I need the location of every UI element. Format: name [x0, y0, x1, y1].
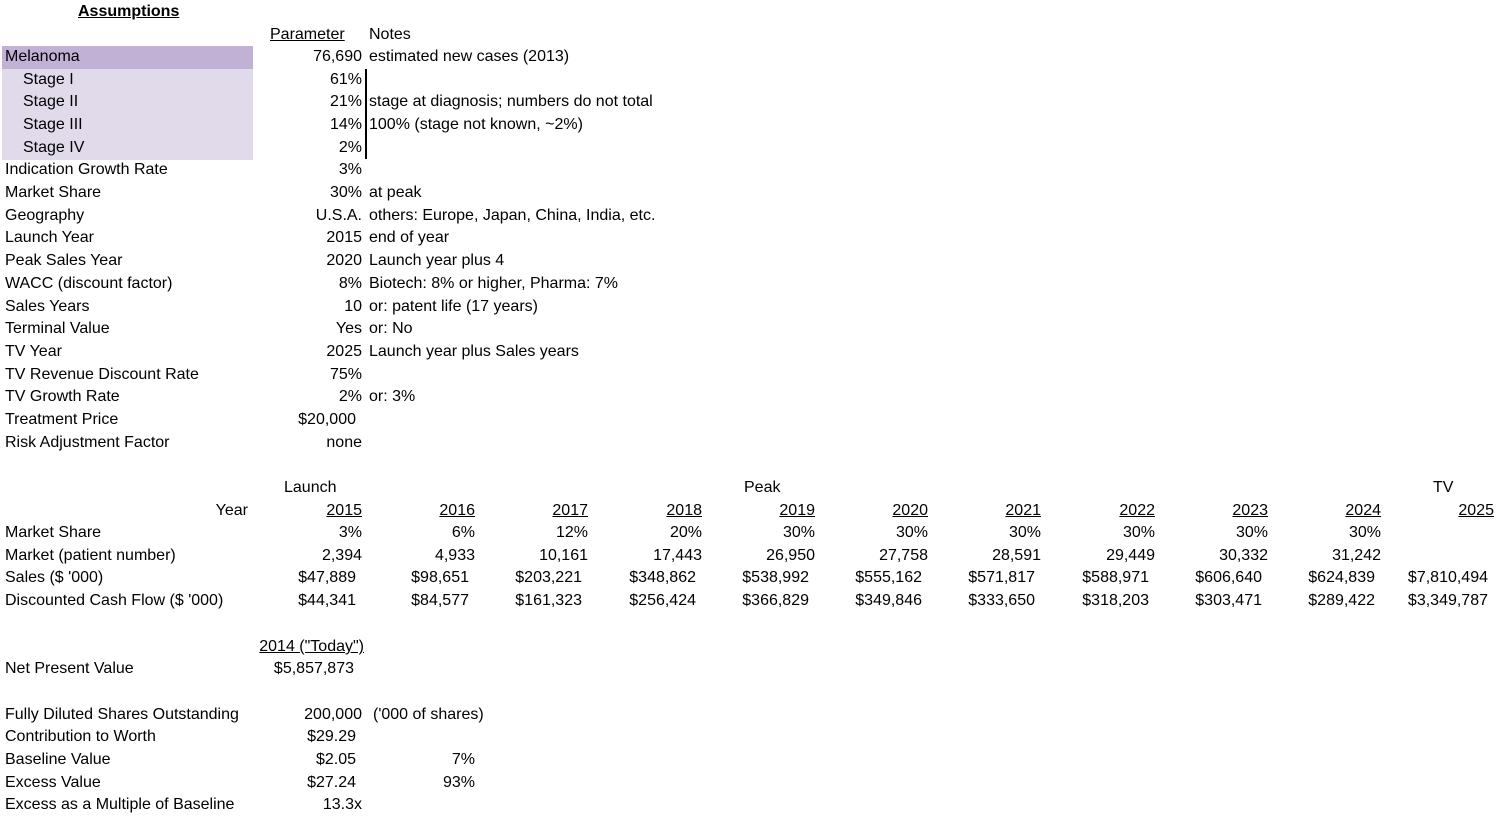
forecast-cell: 30% — [895, 524, 928, 541]
assumption-value: 2025 — [326, 343, 362, 360]
forecast-cell: 30% — [1008, 524, 1041, 541]
assumption-value: 21% — [329, 93, 362, 110]
assumption-note: at peak — [369, 184, 422, 201]
forecast-cell: $588,971 — [1082, 569, 1149, 586]
assumption-value: 14% — [329, 116, 362, 133]
assumption-label: Geography — [5, 207, 85, 224]
forecast-cell: 27,758 — [879, 547, 928, 564]
assumption-label: Indication Growth Rate — [5, 161, 168, 178]
assumption-label: Risk Adjustment Factor — [5, 434, 170, 451]
parameter-header: Parameter — [270, 26, 345, 43]
tv-marker: TV — [1433, 479, 1454, 496]
page-title: Assumptions — [78, 3, 180, 20]
year-header: 2020 — [892, 502, 928, 519]
forecast-cell: $256,424 — [629, 592, 696, 609]
assumption-note: 100% (stage not known, ~2%) — [369, 116, 583, 133]
year-header: 2021 — [1005, 502, 1041, 519]
assumption-label: Stage III — [23, 116, 83, 133]
valuation-label: Fully Diluted Shares Outstanding — [5, 706, 239, 723]
assumption-label: Stage I — [23, 71, 74, 88]
assumption-value: 76,690 — [313, 48, 362, 65]
forecast-cell: $7,810,494 — [1407, 569, 1488, 586]
forecast-cell: $349,846 — [855, 592, 922, 609]
assumption-label: Treatment Price — [5, 411, 119, 428]
valuation-value: $27.24 — [307, 774, 356, 791]
year-header: 2022 — [1119, 502, 1155, 519]
forecast-cell: $98,651 — [411, 569, 469, 586]
assumption-label: Peak Sales Year — [5, 252, 123, 269]
forecast-cell: 20% — [669, 524, 702, 541]
forecast-cell: 12% — [555, 524, 588, 541]
forecast-cell: $555,162 — [855, 569, 922, 586]
assumption-label: Launch Year — [5, 229, 94, 246]
forecast-row-label: Discounted Cash Flow ($ '000) — [5, 592, 224, 609]
valuation-extra: ('000 of shares) — [373, 706, 484, 723]
assumption-label: Sales Years — [5, 298, 90, 315]
today-header: 2014 ("Today") — [259, 638, 364, 655]
forecast-cell: 17,443 — [653, 547, 702, 564]
launch-marker: Launch — [284, 479, 337, 496]
npv-label: Net Present Value — [5, 660, 134, 677]
forecast-cell: $538,992 — [742, 569, 809, 586]
assumption-note: estimated new cases (2013) — [369, 48, 570, 65]
assumption-value: none — [326, 434, 362, 451]
assumption-note: or: 3% — [369, 388, 416, 405]
stage-bracket-line — [365, 69, 367, 159]
forecast-cell: $571,817 — [968, 569, 1035, 586]
forecast-cell: 30% — [1348, 524, 1381, 541]
assumption-value: 10 — [344, 298, 362, 315]
assumption-value: 8% — [338, 275, 362, 292]
year-header: 2017 — [552, 502, 588, 519]
year-header: 2024 — [1345, 502, 1381, 519]
assumption-label: Melanoma — [5, 48, 80, 65]
year-label: Year — [215, 502, 248, 519]
assumption-value: 2% — [338, 388, 362, 405]
forecast-cell: 4,933 — [434, 547, 475, 564]
valuation-value: $29.29 — [307, 728, 356, 745]
forecast-cell: 29,449 — [1106, 547, 1155, 564]
forecast-cell: 31,242 — [1332, 547, 1381, 564]
valuation-value: 200,000 — [304, 706, 362, 723]
assumption-value: 30% — [329, 184, 362, 201]
assumption-value: 2% — [338, 139, 362, 156]
forecast-cell: $84,577 — [411, 592, 469, 609]
assumption-label: TV Revenue Discount Rate — [5, 366, 199, 383]
forecast-cell: 6% — [451, 524, 475, 541]
forecast-cell: 30,332 — [1219, 547, 1268, 564]
forecast-row-label: Market (patient number) — [5, 547, 176, 564]
forecast-cell: 30% — [1122, 524, 1155, 541]
valuation-label: Baseline Value — [5, 751, 111, 768]
year-header: 2016 — [439, 502, 475, 519]
assumption-label: Stage IV — [23, 139, 85, 156]
assumption-note: Launch year plus Sales years — [369, 343, 579, 360]
forecast-cell: 30% — [1235, 524, 1268, 541]
assumption-note: end of year — [369, 229, 450, 246]
assumption-note: Biotech: 8% or higher, Pharma: 7% — [369, 275, 619, 292]
forecast-cell: 30% — [782, 524, 815, 541]
forecast-cell: 2,394 — [321, 547, 362, 564]
valuation-label: Contribution to Worth — [5, 728, 156, 745]
forecast-cell: 26,950 — [766, 547, 815, 564]
forecast-cell: $366,829 — [742, 592, 809, 609]
forecast-cell: $348,862 — [629, 569, 696, 586]
assumption-value: U.S.A. — [315, 207, 362, 224]
forecast-cell: $318,203 — [1082, 592, 1149, 609]
assumption-value: 3% — [338, 161, 362, 178]
forecast-cell: $161,323 — [515, 592, 582, 609]
forecast-cell: $44,341 — [298, 592, 356, 609]
assumption-label: TV Growth Rate — [5, 388, 120, 405]
assumption-note: stage at diagnosis; numbers do not total — [369, 93, 653, 110]
forecast-cell: 10,161 — [539, 547, 588, 564]
year-header: 2025 — [1458, 502, 1494, 519]
year-header: 2019 — [779, 502, 815, 519]
assumption-value: 2015 — [326, 229, 362, 246]
assumption-note: or: No — [369, 320, 413, 337]
assumption-value: 61% — [329, 71, 362, 88]
forecast-cell: $333,650 — [968, 592, 1035, 609]
valuation-label: Excess Value — [5, 774, 101, 791]
forecast-row-label: Sales ($ '000) — [5, 569, 104, 586]
assumption-value: Yes — [335, 320, 362, 337]
forecast-cell: $203,221 — [515, 569, 582, 586]
valuation-value: 13.3x — [322, 796, 362, 813]
assumption-note: or: patent life (17 years) — [369, 298, 538, 315]
forecast-row-label: Market Share — [5, 524, 102, 541]
forecast-cell: 28,591 — [992, 547, 1041, 564]
assumption-note: Launch year plus 4 — [369, 252, 505, 269]
forecast-cell: $606,640 — [1195, 569, 1262, 586]
assumption-label: TV Year — [5, 343, 62, 360]
assumption-label: Stage II — [23, 93, 79, 110]
assumption-value: $20,000 — [298, 411, 356, 428]
assumption-note: others: Europe, Japan, China, India, etc. — [369, 207, 656, 224]
valuation-value: $2.05 — [315, 751, 356, 768]
year-header: 2015 — [326, 502, 362, 519]
year-header: 2023 — [1232, 502, 1268, 519]
valuation-extra: 7% — [451, 751, 475, 768]
forecast-cell: $624,839 — [1308, 569, 1375, 586]
assumption-value: 2020 — [326, 252, 362, 269]
forecast-cell: $47,889 — [298, 569, 356, 586]
assumption-label: Terminal Value — [5, 320, 110, 337]
forecast-cell: $303,471 — [1195, 592, 1262, 609]
forecast-cell: $3,349,787 — [1407, 592, 1488, 609]
forecast-cell: 3% — [338, 524, 362, 541]
peak-marker: Peak — [744, 479, 781, 496]
forecast-cell: $289,422 — [1308, 592, 1375, 609]
assumption-value: 75% — [329, 366, 362, 383]
year-header: 2018 — [666, 502, 702, 519]
assumption-label: Market Share — [5, 184, 102, 201]
valuation-label: Excess as a Multiple of Baseline — [5, 796, 235, 813]
assumption-label: WACC (discount factor) — [5, 275, 173, 292]
notes-header: Notes — [369, 26, 411, 43]
valuation-extra: 93% — [442, 774, 475, 791]
npv-value: $5,857,873 — [273, 660, 354, 677]
